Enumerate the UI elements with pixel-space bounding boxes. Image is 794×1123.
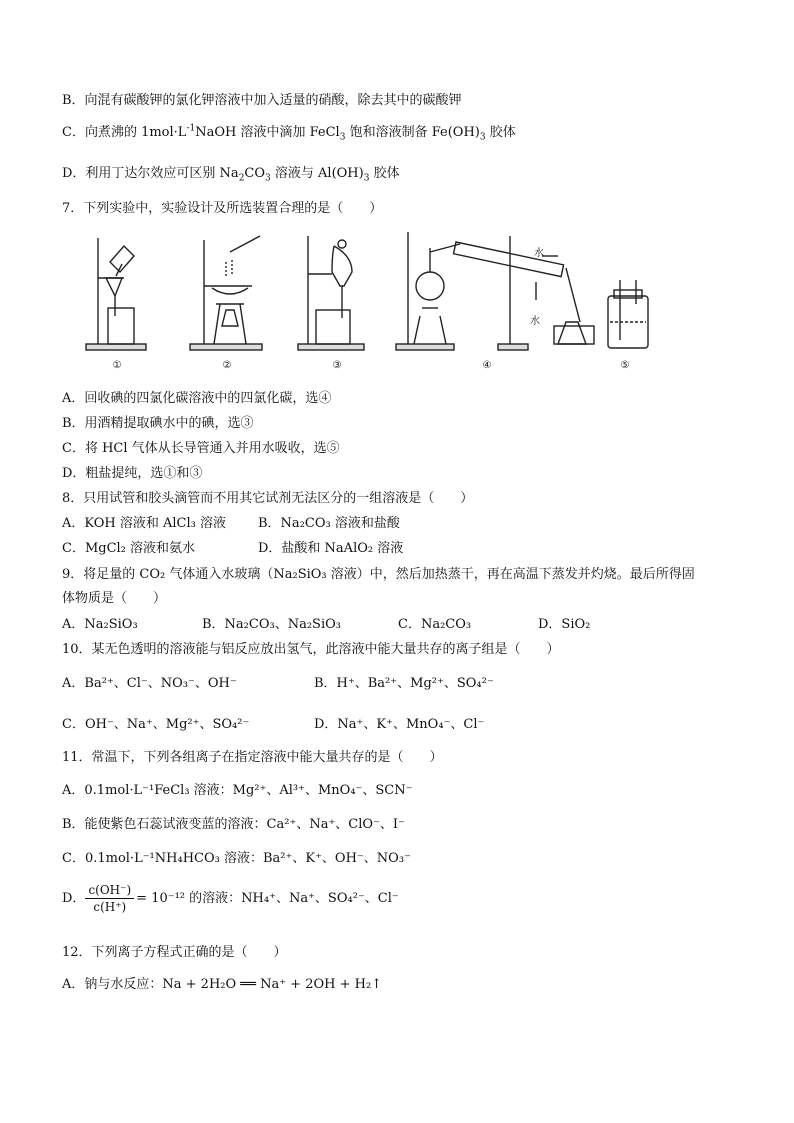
q8-option-a: A．KOH 溶液和 AlCl₃ 溶液: [62, 516, 227, 531]
q12-option-a: A．钠与水反应：Na + 2H₂O ══ Na⁺ + 2OH + H₂↑: [62, 977, 383, 992]
q12-stem: 12．下列离子方程式正确的是（ ）: [62, 945, 287, 960]
apparatus-drawing: [80, 226, 660, 376]
q11-option-a: A．0.1mol·L⁻¹FeCl₃ 溶液：Mg²⁺、Al³⁺、MnO₄⁻、SCN⁻: [62, 783, 413, 798]
q11-option-c: C．0.1mol·L⁻¹NH₄HCO₃ 溶液：Ba²⁺、K⁺、OH⁻、NO₃⁻: [62, 851, 411, 866]
apparatus-label-4: ④: [482, 360, 492, 371]
q6-option-c: C．向煮沸的 $1mol\cdot L^{-1}NaOH$ 溶液中滴加 FeCl$_3$ 饱和溶液制备 $Fe(OH)_3$ 胶体: [62, 123, 516, 143]
apparatus-2-evaporation: [190, 236, 262, 350]
q9-option-c: C．Na₂CO₃: [398, 617, 472, 632]
apparatus-3-separatory-funnel: [298, 236, 364, 350]
q9-options: [62, 616, 591, 634]
q10-stem: 10．某无色透明的溶液能与铝反应放出氢气，此溶液中能大量共存的离子组是（ ）: [62, 642, 560, 657]
q6-option-d: D．利用丁达尔效应可区别 $Na_2CO_3$ 溶液与 $Al(OH)_3$ 胶体: [62, 166, 400, 184]
q7-option-a: A．回收碘的四氯化碳溶液中的四氯化碳，选④: [62, 391, 332, 406]
q8-options-row1: [62, 515, 400, 533]
q10-options-row1: [62, 675, 494, 693]
q8-option-d: D．盐酸和 NaAlO₂ 溶液: [258, 541, 404, 556]
apparatus-label-3: ③: [332, 360, 342, 371]
q8-option-b: B．Na₂CO₃ 溶液和盐酸: [258, 516, 400, 531]
q7-option-b: B．用酒精提取碘水中的碘，选③: [62, 416, 254, 431]
q10-options-row2: [62, 716, 485, 734]
q8-options-row2: [62, 540, 404, 558]
water-label-in: 水: [530, 316, 540, 327]
q9-option-b: B．Na₂CO₃、Na₂SiO₃: [202, 617, 341, 632]
q7-option-d: D．粗盐提纯，选①和③: [62, 466, 203, 481]
q9-option-a: A．Na₂SiO₃: [62, 617, 138, 632]
q11-stem: 11．常温下，下列各组离子在指定溶液中能大量共存的是（ ）: [62, 750, 443, 765]
q7-stem: 7．下列实验中，实验设计及所选装置合理的是（ ）: [62, 201, 383, 216]
q10-option-b: B．H⁺、Ba²⁺、Mg²⁺、SO₄²⁻: [314, 676, 494, 691]
q10-option-c: C．OH⁻、Na⁺、Mg²⁺、SO₄²⁻: [62, 717, 250, 732]
apparatus-label-5: ⑤: [620, 360, 630, 371]
q9-stem-line2: 体物质是（ ）: [62, 591, 167, 606]
apparatus-label-2: ②: [222, 360, 232, 371]
apparatus-5-gas-bottle: [608, 280, 648, 348]
hydroxide-hydrogen-ratio: $\frac{c(OH^-)}{c(H^+)}$: [85, 882, 134, 915]
water-label-out: 水: [534, 248, 544, 259]
apparatus-label-1: ①: [112, 360, 122, 371]
q10-option-a: A．Ba²⁺、Cl⁻、NO₃⁻、OH⁻: [62, 676, 237, 691]
apparatus-1-filtration: [86, 238, 146, 350]
q10-option-d: D．Na⁺、K⁺、MnO₄⁻、Cl⁻: [314, 717, 485, 732]
q8-option-c: C．MgCl₂ 溶液和氨水: [62, 541, 196, 556]
q6-option-b: B．向混有碳酸钾的氯化钾溶液中加入适量的硝酸，除去其中的碳酸钾: [62, 93, 462, 108]
q9-option-d: D．SiO₂: [538, 617, 591, 632]
q11-option-b: B．能使紫色石蕊试液变蓝的溶液：Ca²⁺、Na⁺、ClO⁻、I⁻: [62, 817, 405, 832]
q7-option-c: C．将 HCl 气体从长导管通入并用水吸收，选⑤: [62, 441, 340, 456]
lab-apparatus-figure: [80, 226, 660, 376]
q11-option-d: D． $\frac{c(OH^-)}{c(H^+)}$ = 10⁻¹² 的溶液：NH₄⁺、Na⁺、SO₄²⁻、Cl⁻: [62, 883, 399, 914]
apparatus-4-distillation: [396, 232, 594, 350]
q9-stem-line1: 9．将足量的 CO₂ 气体通入水玻璃（Na₂SiO₃ 溶液）中，然后加热蒸干，再在高温下蒸发并灼烧。最后所得固: [62, 567, 695, 582]
q8-stem: 8．只用试管和胶头滴管而不用其它试剂无法区分的一组溶液是（ ）: [62, 491, 474, 506]
